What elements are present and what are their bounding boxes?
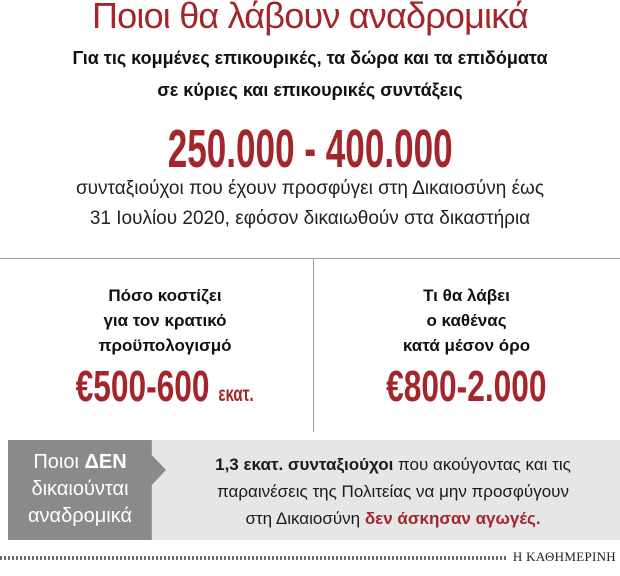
not-eligible-label-line-1 xyxy=(8,449,152,476)
not-eligible-count: 1,3 εκατ. συνταξιούχοι xyxy=(215,455,394,474)
footer-hatched-rule xyxy=(0,556,508,560)
not-eligible-label-line-3: αναδρομικά xyxy=(27,505,133,527)
not-eligible-text-line-1-rest: που ακούγοντας και τις xyxy=(393,455,571,474)
source-credit: Η ΚΑΘΗΜΕΡΙΝΗ xyxy=(512,549,616,564)
description-line-2: 31 Ιουλίου 2020, εφόσον δικαιωθούν στα δικαστήρια xyxy=(89,208,531,229)
headline-figure xyxy=(0,120,620,178)
average-payment-heading xyxy=(313,283,620,358)
description-line-1: συνταξιούχοι που έχουν προσφύγει στη Δικαιοσύνη έως xyxy=(75,178,545,199)
not-eligible-emphasis: δεν άσκησαν αγωγές. xyxy=(364,509,541,528)
cost-amount: €500-600 xyxy=(75,362,210,411)
infographic-title: Ποιοι θα λάβουν αναδρομικά xyxy=(91,0,529,36)
cost-heading xyxy=(0,283,330,358)
cost-column xyxy=(0,283,330,420)
subtitle-line-1: Για τις κομμένες επικουρικές, τα δώρα και τα επιδόματα xyxy=(72,48,548,68)
not-eligible-text-line-2: παραινέσεις της Πολιτείας να μην προσφύγουν xyxy=(217,482,569,501)
headline-description xyxy=(0,174,620,234)
average-payment-value xyxy=(313,362,620,412)
not-eligible-label-line-2: δικαιούνται xyxy=(31,478,129,500)
average-payment-column xyxy=(313,283,620,412)
headline-number: 250.000 - 400.000 xyxy=(167,119,453,179)
subtitle xyxy=(0,42,620,106)
not-eligible-text-line-3 xyxy=(175,505,611,532)
average-payment-amount: €800-2.000 xyxy=(386,362,547,411)
cost-heading-line-3: προϋπολογισμό xyxy=(98,336,232,355)
horizontal-divider xyxy=(0,258,620,259)
not-eligible-text-line-1 xyxy=(175,451,611,478)
cost-value-text xyxy=(76,362,254,420)
label-prefix: Ποιοι xyxy=(33,451,79,473)
cost-value xyxy=(0,362,330,420)
cost-heading-line-1: Πόσο κοστίζει xyxy=(108,286,222,305)
average-payment-heading-line-2: ο καθένας xyxy=(426,311,507,330)
subtitle-line-2: σε κύριες και επικουρικές συντάξεις xyxy=(157,80,463,100)
label-emphasis: ΔΕΝ xyxy=(84,451,127,473)
average-payment-heading-line-1: Τι θα λάβει xyxy=(423,286,510,305)
cost-unit: εκατ. xyxy=(218,383,255,406)
not-eligible-label xyxy=(8,449,152,530)
cost-heading-line-2: για τον κρατικό xyxy=(103,311,227,330)
not-eligible-text-line-3-start: στη Δικαιοσύνη xyxy=(245,509,365,528)
average-payment-heading-line-3: κατά μέσον όρο xyxy=(402,336,531,355)
not-eligible-text xyxy=(175,451,611,532)
